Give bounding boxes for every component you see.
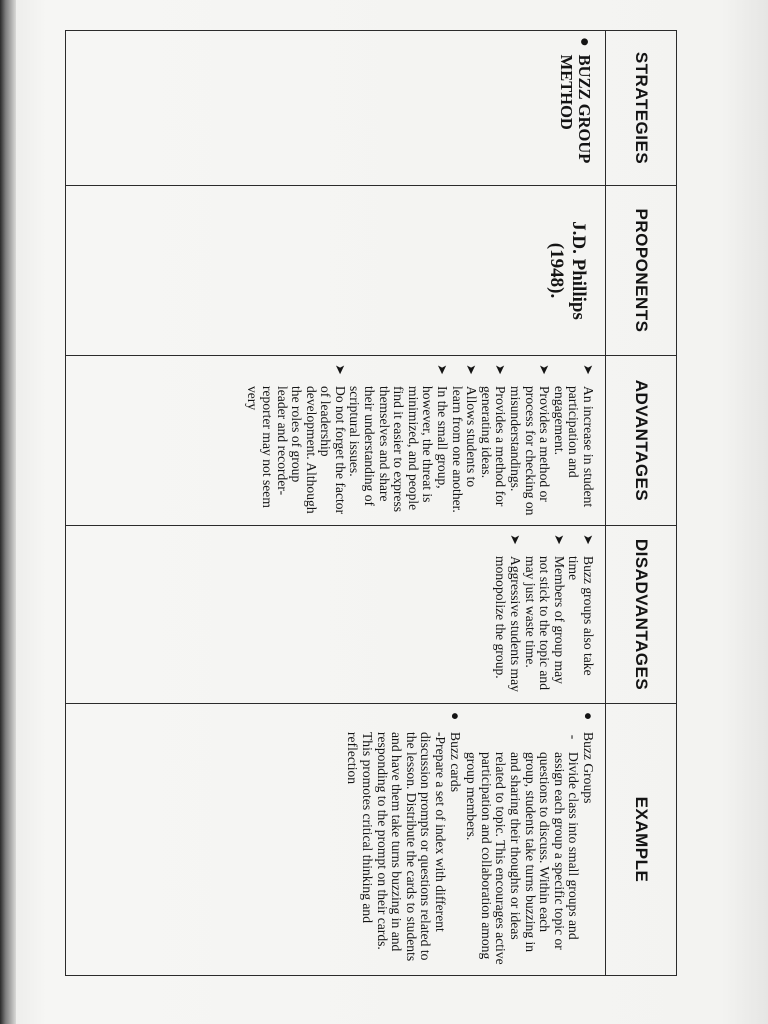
disadvantages-cell (66, 526, 606, 704)
checkmark-icon: ➤ (332, 364, 348, 375)
list-item: ➤ Members of group may not stick to the topic and may just waste time. (522, 534, 567, 691)
strategy-cell (66, 31, 606, 186)
bullet-icon: ● (581, 712, 596, 721)
list-item (464, 712, 581, 967)
dash-icon: - (566, 734, 582, 740)
example-detail-buzz-groups: Divide class into small groups and assign each group a specific topic or questions to discuss. Within each group, students take turns buzzing in and sharing their thoughts or ideas related to topic. This encourages active participation and collaboration among group members. (464, 752, 582, 965)
list-item: ➤ An increase in student participation and engagement. (551, 364, 596, 508)
header-example: EXAMPLE (606, 704, 677, 976)
list-item (447, 712, 462, 967)
list-item: ➤ Provides a method or process for checking on misunderstandings. (508, 364, 553, 516)
bullet-icon: ● (447, 712, 463, 721)
example-cell (66, 704, 606, 976)
header-disadvantages: DISADVANTAGES (606, 526, 677, 704)
header-advantages: ADVANTAGES (606, 356, 677, 526)
list-item (580, 712, 595, 967)
checkmark-icon: ➤ (551, 534, 567, 545)
scan-edge-shadow (0, 0, 16, 1024)
advantages-cell (66, 356, 606, 526)
list-item: ➤ In the small group, however, the threat is minimized, and people find it easier to express themselves and share their understanding of scriptural issues. (347, 364, 451, 513)
header-strategies: STRATEGIES (606, 31, 677, 186)
checkmark-icon: ➤ (581, 364, 596, 375)
checkmark-icon: ➤ (581, 534, 596, 545)
checkmark-icon: ➤ (537, 364, 553, 375)
strategy-name: BUZZ GROUP METHOD (557, 54, 594, 163)
example-title-buzz-cards: Buzz cards (447, 732, 463, 793)
rotated-document-page (65, 30, 677, 975)
header-proponents: PROPONENTS (606, 186, 677, 356)
list-item: ➤ Allows students to learn from one another. (449, 364, 480, 513)
table-row (66, 31, 606, 976)
checkmark-icon: ➤ (508, 534, 524, 545)
strategy-table (65, 30, 677, 976)
list-item: ➤ Do not forget the factor of leadership development. Although the roles of group leader and recorder-reporter may not seem very (245, 364, 348, 515)
list-item: ➤ Buzz groups also take time (566, 534, 596, 676)
list-item: ➤ Provides a method for generating ideas. (478, 364, 509, 507)
header-row (606, 31, 677, 976)
proponent-year: (1948). (546, 242, 567, 299)
proponent-name: J.D. Phillips (568, 221, 589, 320)
bullet-icon: ● (576, 37, 593, 47)
checkmark-icon: ➤ (435, 364, 451, 375)
example-detail-buzz-cards: -Prepare a set of index with different discussion prompts or questions related to the lesson. Distribute the cards to students and have them take turns buzzing in and responding to the prompt on their cards. This promotes critical thinking and reflection (345, 732, 449, 962)
list-item: ➤ Aggressive students may monopolize the group. (493, 534, 524, 692)
example-title-buzz-groups: Buzz Groups (581, 732, 596, 804)
proponent-cell (66, 186, 606, 356)
checkmark-icon: ➤ (493, 364, 509, 375)
checkmark-icon: ➤ (464, 364, 480, 375)
